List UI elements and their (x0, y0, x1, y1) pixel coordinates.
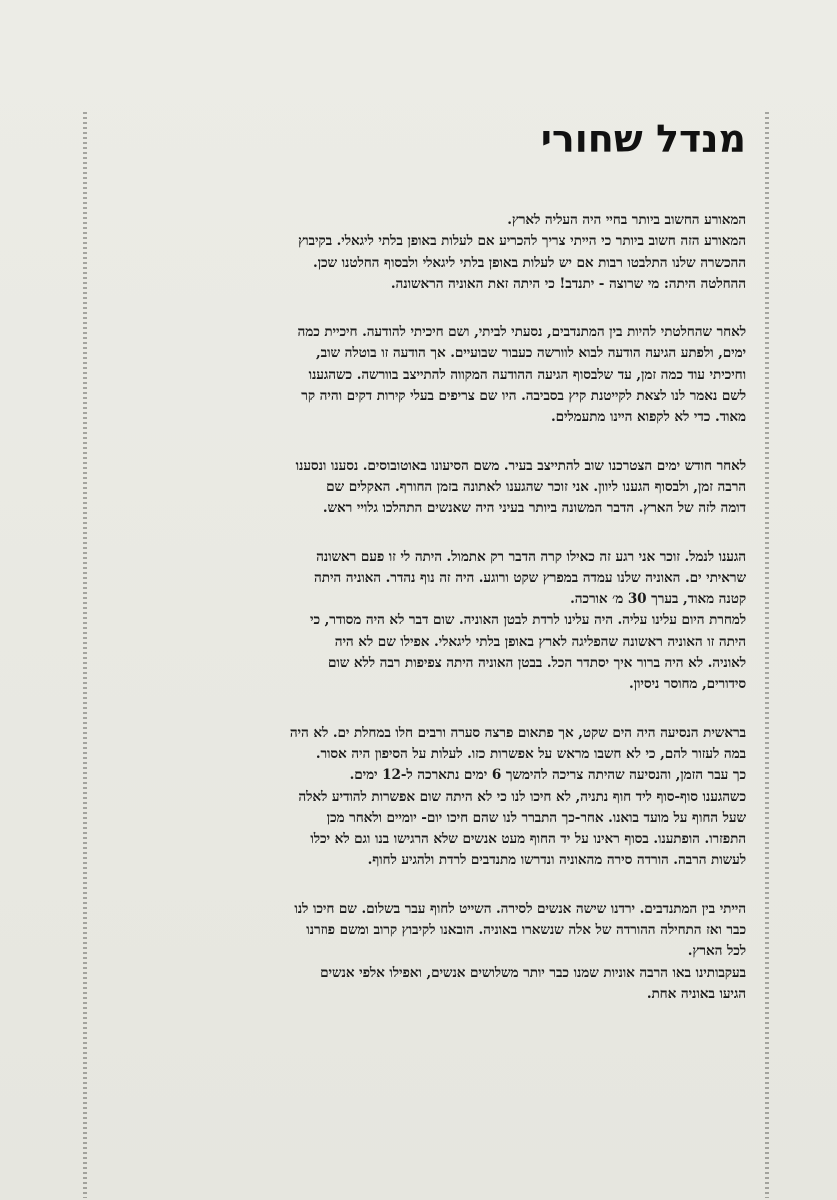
text-line: ימים, ולפתע הגיעה הודעה לבוא לוורשה כעבור שבועיים. אך הודעה זו בוטלה שוב, (316, 345, 746, 362)
text-line: שעל החוף על מועד בואנו. אחר-כך התברר לנו שהם חיכו יום- יומיים ולאחר מכן (326, 809, 746, 826)
text-line: ההכשרה שלנו התלבטו רבות אם יש לעלות באופן בלתי ליגאלי ולבסוף החלטנו שכן. (312, 254, 746, 271)
paragraph (118, 210, 746, 295)
text-line: הרבה זמן, ולבסוף הגענו ליוון. אני זוכר שהגענו לאתונה בזמן החורף. האקלים שם (326, 478, 746, 495)
document-body (118, 116, 746, 1032)
text-line: סידורים, מחוסר ניסיון. (629, 676, 746, 693)
text-line: כבר ואז התחילה ההורדה של אלה שנשארו באוניה. הובאנו לקיבוץ קרוב ומשם פוזרנו (306, 922, 746, 939)
text-line: למחרת היום עלינו עליה. היה עלינו לרדת לבטן האוניה. שום דבר לא היה מסודר, כי (309, 612, 746, 629)
text-line: לשם נאמר לנו לצאת לקייטנת קיץ בסביבה. היו שם צריפים בעלי קירות דקים והיה קר (301, 388, 746, 405)
paragraph (118, 322, 746, 428)
text-line: בראשית הנסיעה היה הים שקט, אך פתאום פרצה סערה ורבים חלו במחלת ים. לא היה (289, 724, 746, 741)
paragraph (118, 456, 746, 520)
text-line: לאחר שהחלטתי להיות בין המתנדבים, נסעתי לביתי, ושם חיכיתי להודעה. חיכיית כמה (297, 324, 746, 341)
right-decorative-border (765, 112, 769, 1198)
text-line: קטנה מאוד, בערך 30 מ׳ אורכה. (570, 591, 746, 608)
text-line: ההחלטה היתה: מי שרוצה - יתנדב! כי היתה זאת האוניה הראשונה. (390, 275, 746, 292)
text-line: במה לעזור להם, כי לא חשבו מראש על אפשרות כזו. לעלות על הסיפון היה אסור. (315, 745, 746, 762)
left-decorative-border (83, 112, 87, 1198)
text-line: דומה לזה של הארץ. הדבר המשונה ביותר בעיני היה שאנשים התהלכו גלויי ראש. (322, 500, 746, 517)
text-line: היתה זו האוניה ראשונה שהפליגה לארץ באופן בלתי ליגאלי. אפילו שם לא היה (334, 633, 746, 650)
text-line: בעקבותינו באו הרבה אוניות שמנו כבר יותר משלושים אנשים, ואפילו אלפי אנשים (320, 964, 746, 981)
text-line: לעשות הרבה. הורדה סירה מהאוניה ונדרשו מתנדבים לרדת ולהגיע לחוף. (367, 852, 746, 869)
page-title: מנדל שחורי (540, 117, 746, 161)
text-line: הגענו לנמל. זוכר אני רגע זה כאילו קרה הדבר רק אתמול. היתה לי זו פעם ראשונה (316, 548, 746, 565)
paragraph (118, 899, 746, 1005)
text-line: לכל הארץ. (687, 943, 746, 960)
text-line: כשהגענו סוף-סוף ליד חוף נתניה, לא חיכו לנו כי לא היתה שום אפשרות להודיע לאלה (298, 788, 746, 805)
text-line: המאורע הזה חשוב ביותר כי הייתי צריך להכריע אם לעלות באופן בלתי ליגאלי. בקיבוץ (298, 233, 746, 250)
paragraphs (118, 210, 746, 1005)
text-line: וחיכיתי עוד כמה זמן, עד שלבסוף הגיעה ההודעה המקווה להתייצב בוורשה. כשהגענו (308, 366, 746, 383)
text-line: הייתי בין המתנדבים. ירדנו שישה אנשים לסירה. השייט לחוף עבר בשלום. שם חיכו לנו (294, 900, 746, 917)
paragraph (118, 547, 746, 696)
text-line: התפזרו. הופתענו. בסוף ראינו על יד החוף מעט אנשים שלא הרגישו בנו וגם לא יכלו (310, 831, 746, 848)
text-line: מאוד. כדי לא לקפוא היינו מתעמלים. (550, 409, 746, 426)
text-line: לאחר חודש ימים הצטרכנו שוב להתייצב בעיר. משם הסיעונו באוטובוסים. נסענו ונסענו (295, 457, 746, 474)
text-line: כך עבר הזמן, והנסיעה שהיתה צריכה להימשך 6 ימים נתארכה ל-12 ימים. (349, 767, 746, 784)
text-line: המאורע החשוב ביותר בחיי היה העליה לארץ. (507, 212, 746, 228)
paragraph (118, 723, 746, 872)
text-line: הגיעו באוניה אחת. (646, 985, 746, 1002)
text-line: שראיתי ים. האוניה שלנו עמדה במפרץ שקט ורוגע. היה זה נוף נהדר. האוניה היתה (314, 569, 746, 586)
text-line: לאוניה. לא היה ברור איך יסתדר הכל. בבטן האוניה היתה צפיפות רבה ללא שום (327, 655, 746, 672)
